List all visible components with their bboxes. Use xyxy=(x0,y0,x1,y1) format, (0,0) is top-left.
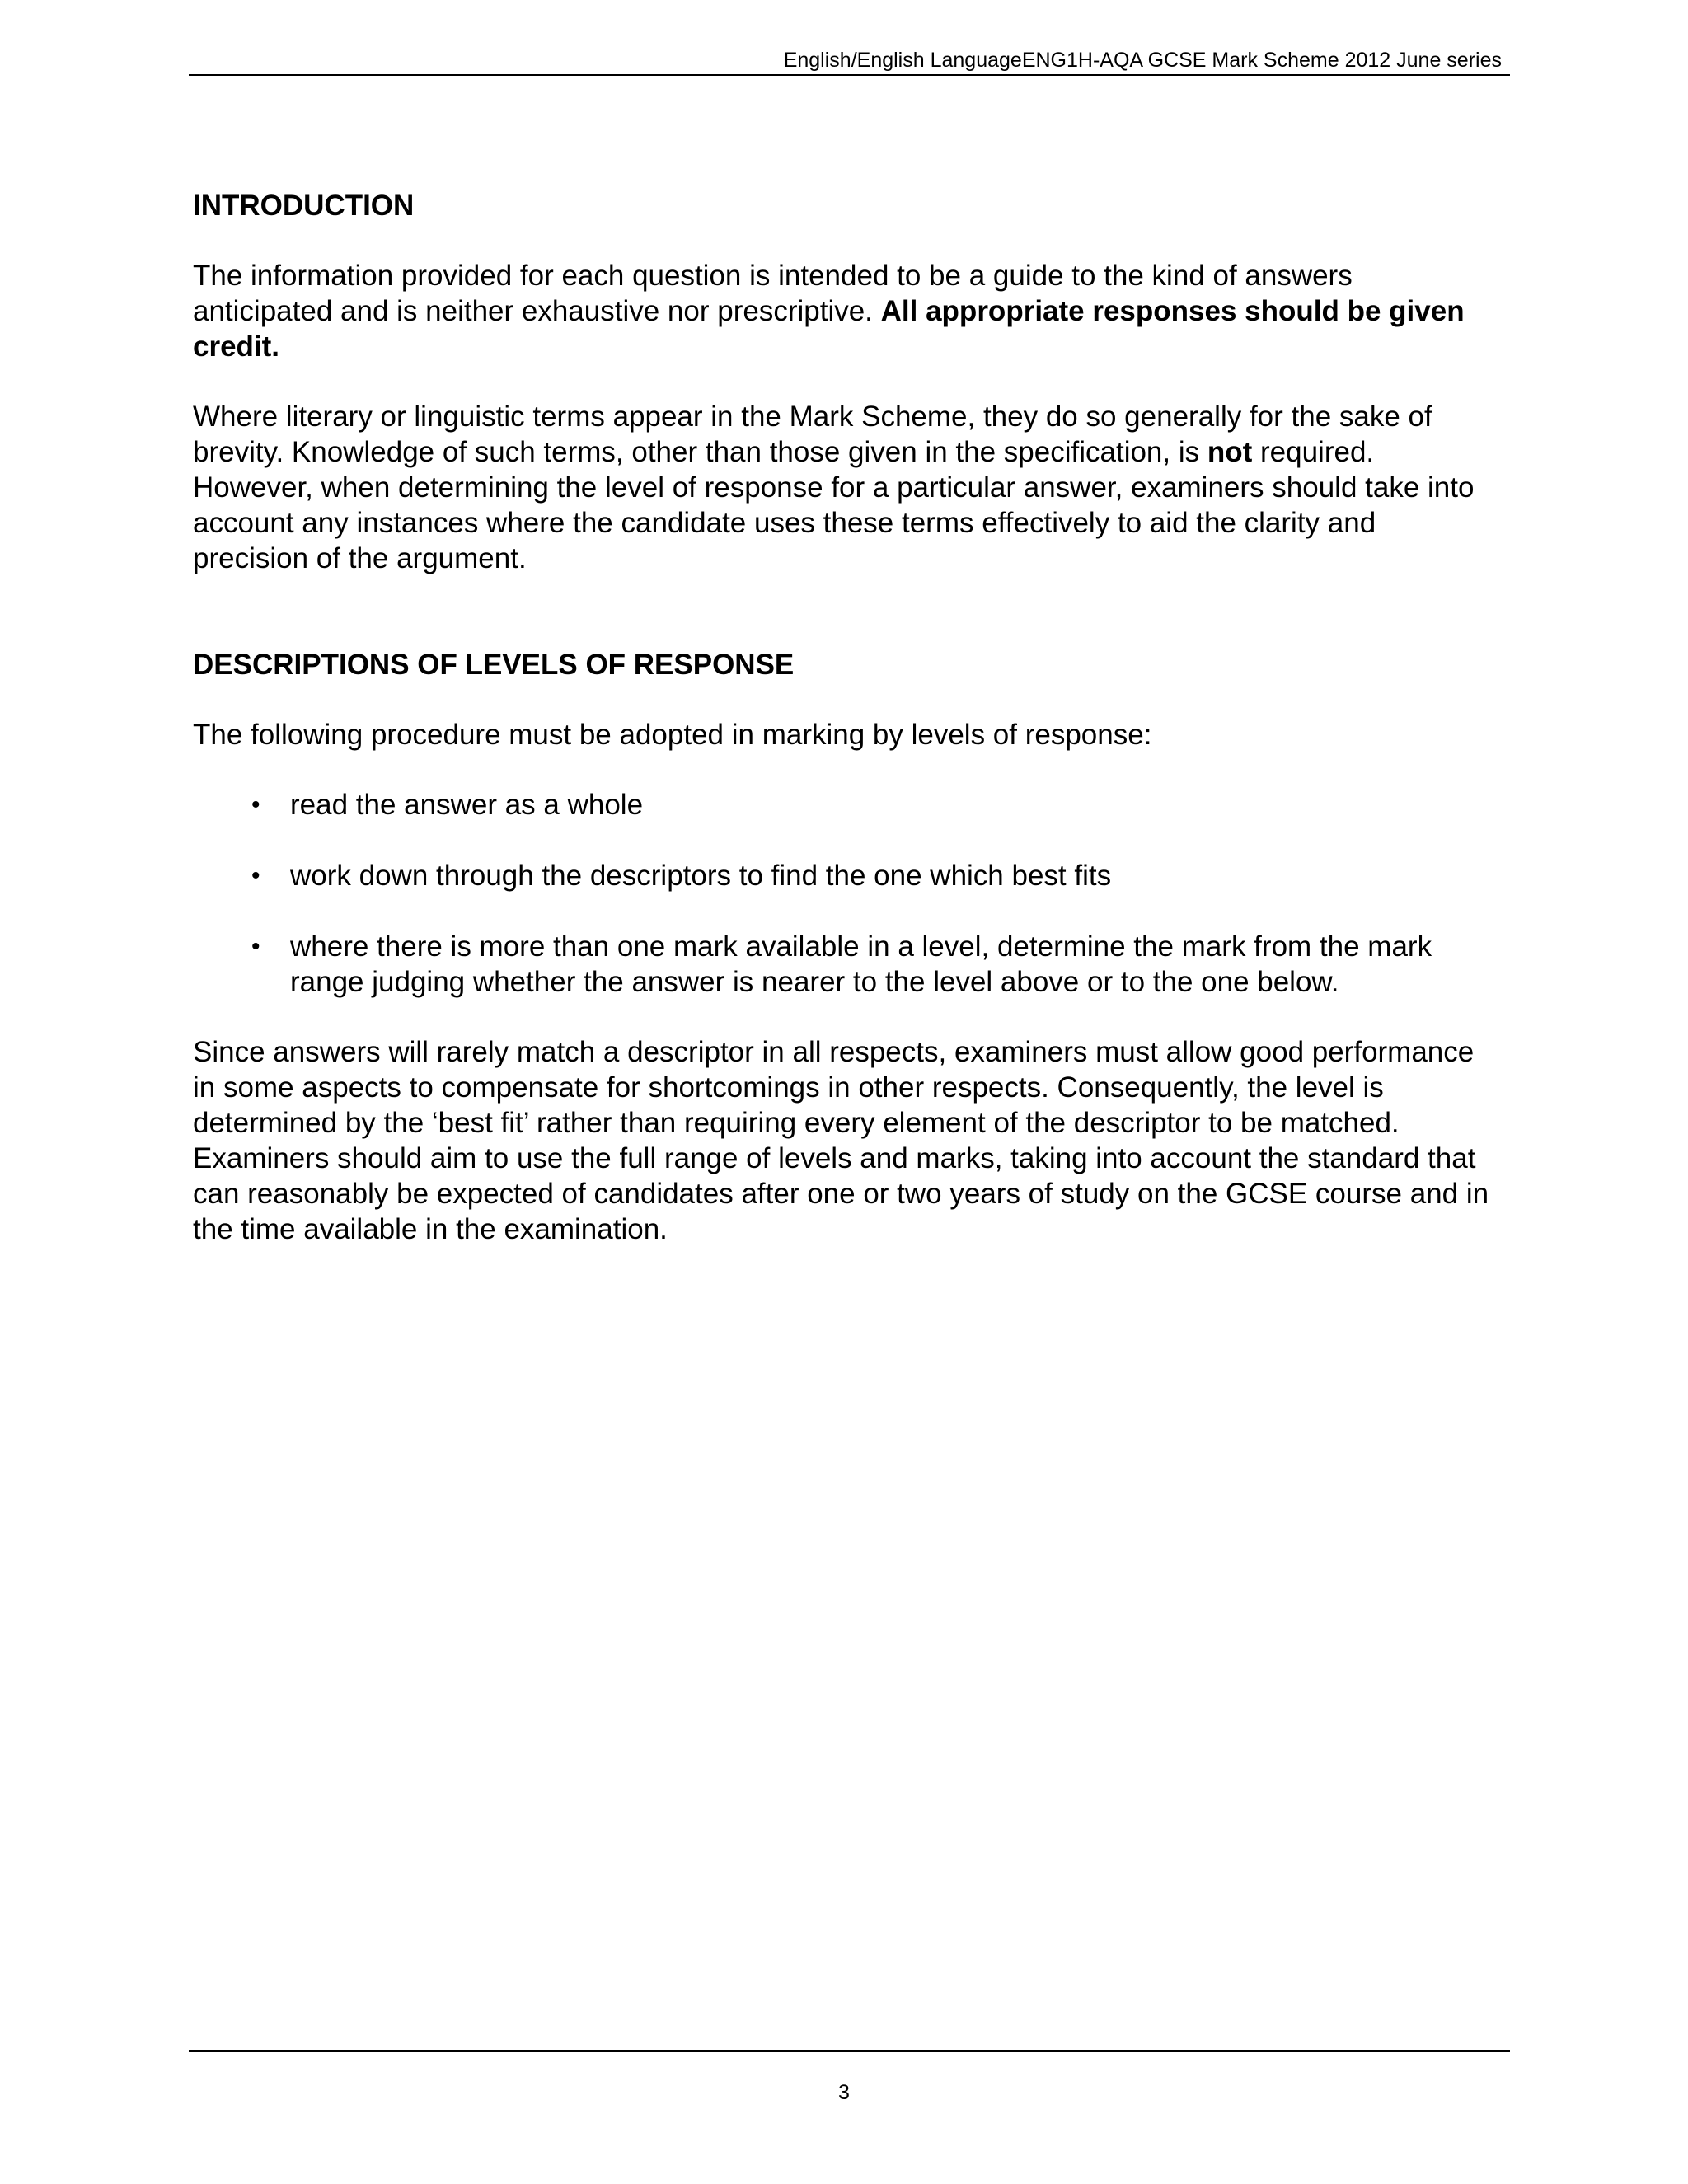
bullet-icon: • xyxy=(251,933,260,960)
bullet-icon: • xyxy=(251,791,260,818)
introduction-paragraph-2-before: Where literary or linguistic terms appear in the Mark Scheme, they do so generally for the sake of brevity. Knowledge of such terms, other than those given in the specification, is xyxy=(193,401,1432,468)
procedure-list-item xyxy=(193,858,1495,893)
procedure-list-item xyxy=(193,787,1495,823)
introduction-paragraph-2-after: required. However, when determining the level of response for a particular answer, examiners should take into account any instances where the candidate uses these terms effectively to aid the clarity and precision of the argument. xyxy=(193,436,1475,574)
introduction-paragraph-1 xyxy=(193,258,1495,364)
procedure-list-item xyxy=(193,929,1495,1000)
procedure-list-item-text: where there is more than one mark available in a level, determine the mark from the mark range judging whether the answer is nearer to the level above or to the one below. xyxy=(290,930,1432,998)
bullet-icon: • xyxy=(251,862,260,889)
page-number: 3 xyxy=(838,2081,850,2104)
introduction-paragraph-1-text: The information provided for each question is intended to be a guide to the kind of answers anticipated and is neither exhaustive nor prescriptive. xyxy=(193,260,1353,327)
procedure-list xyxy=(193,787,1495,1000)
procedure-list-item-text: work down through the descriptors to find the one which best fits xyxy=(290,860,1112,892)
document-body xyxy=(193,188,1495,1247)
page-header xyxy=(189,45,1510,76)
procedure-list-item-text: read the answer as a whole xyxy=(290,789,644,821)
introduction-paragraph-2 xyxy=(193,399,1495,576)
introduction-heading: INTRODUCTION xyxy=(193,190,415,222)
introduction-paragraph-1-bold: All appropriate responses should be given credit. xyxy=(193,295,1465,363)
introduction-paragraph-2-bold: not xyxy=(1207,436,1253,468)
header-title: English/English LanguageENG1H-AQA GCSE Mark Scheme 2012 June series xyxy=(783,49,1502,72)
levels-intro: The following procedure must be adopted in marking by levels of response: xyxy=(193,719,1152,751)
levels-heading: DESCRIPTIONS OF LEVELS OF RESPONSE xyxy=(193,649,795,681)
footer-divider xyxy=(189,2050,1510,2052)
levels-closing-paragraph: Since answers will rarely match a descriptor in all respects, examiners must allow good performance in some aspects to compensate for shortcomings in other respects. Consequently, the level is determined by the ‘best fit’ rather than requiring every element of the descriptor to be matched. Examiners should aim to use the full range of levels and marks, taking into account the standard that can reasonably be expected of candidates after one or two years of study on the GCSE course and in the time available in the examination. xyxy=(193,1036,1489,1245)
